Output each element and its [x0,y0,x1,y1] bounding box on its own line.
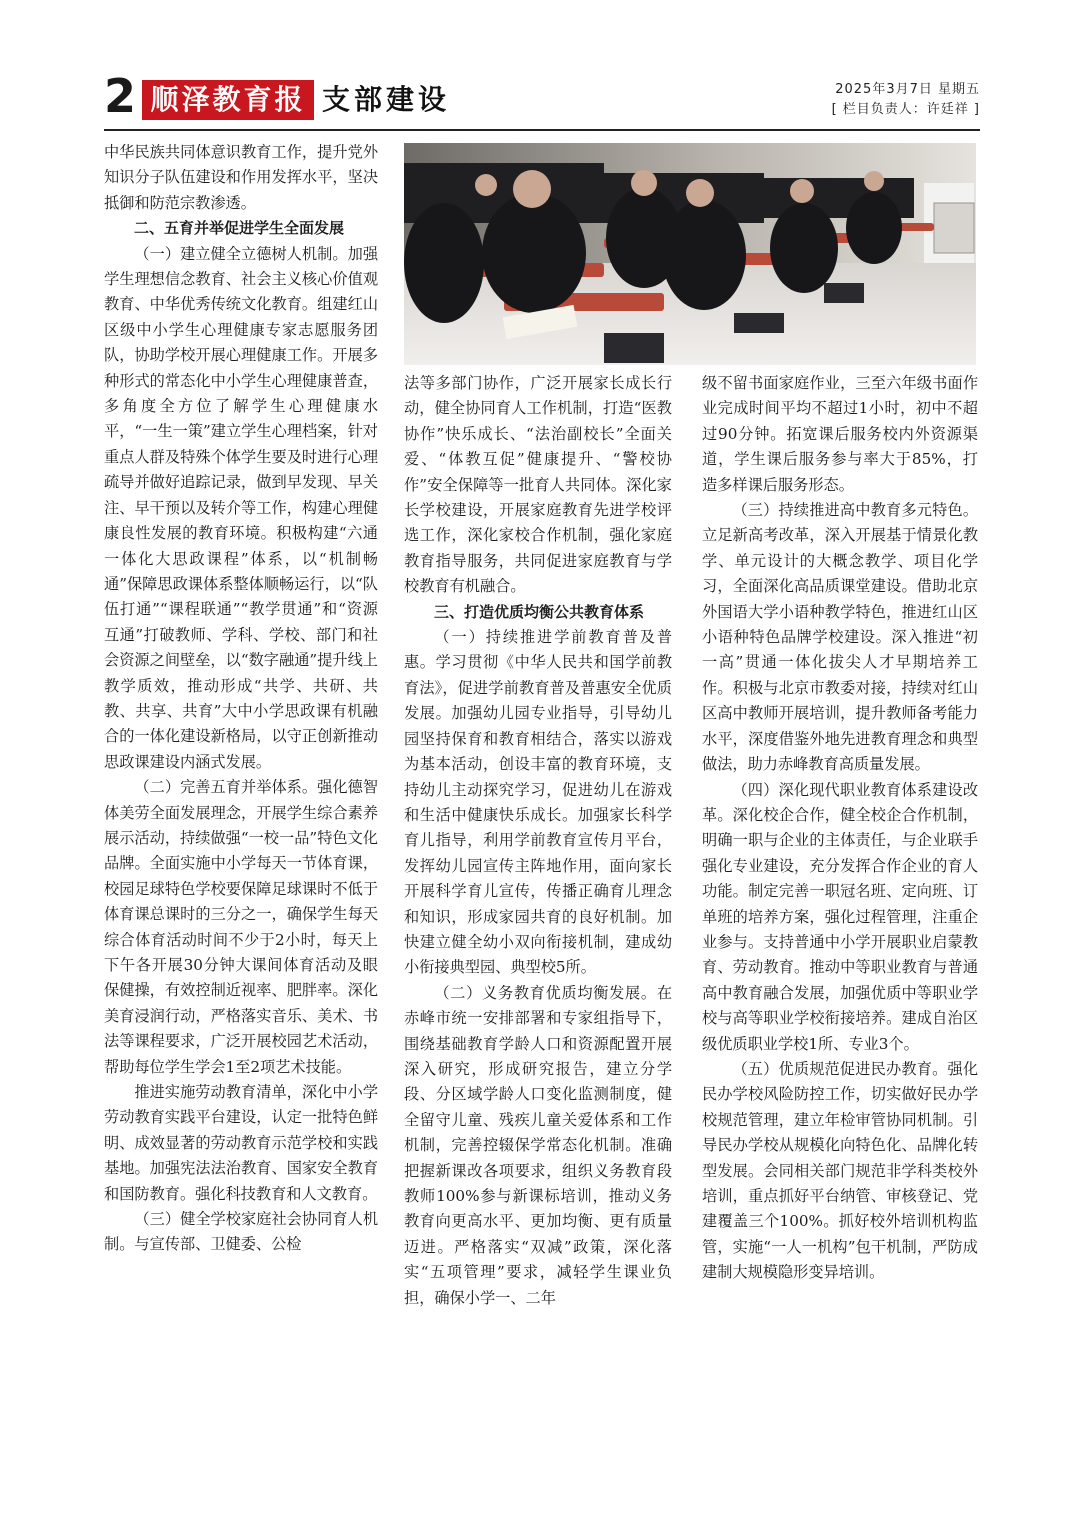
paragraph: 法等多部门协作，广泛开展家长成长行动，健全协同育人工作机制，打造“医教协作”快乐成长、“法治副校长”全面关爱、“体教互促”健康提升、“警校协作”安全保障等一批育人共同体。深化家长学校建设，开展家庭教育先进学校评选工作，深化家校合作机制，强化家庭教育指导服务，共同促进家庭教育与学校教育有机融合。 [404,374,672,596]
paragraph: （三）健全学校家庭社会协同育人机制。与宣传部、卫健委、公检 [104,1210,378,1254]
paragraph: （一）建立健全立德树人机制。加强学生理想信念教育、社会主义核心价值观教育、中华优秀传统文化教育。组建红山区级中小学生心理健康专家志愿服务团队，协助学校开展心理健康工作。开展多种形式的常态化中小学生心理健康普查，多角度全方位了解学生心理健康水平，“一生一策”建立学生心理档案，针对重点人群及特殊个体学生要及时进行心理疏导并做好追踪记录，做到早发现、早关注、早干预以及转介等工作，构建心理健康良性发展的教育环境。积极构建“六通一体化大思政课程”体系，以“机制畅通”保障思政课体系整体顺畅运行，以“队伍打通”“课程联通”“教学贯通”和“资源互通”打破教师、学科、学校、部门和社会资源之间壁垒，以“数字融通”提升线上教学质效，推动形成“共学、共研、共教、共享、共育”大中小学思政课有机融合的一体化建设新格局，以守正创新推动思政课建设内涵式发展。 [104,244,378,771]
masthead [104,69,980,130]
section-heading: 二、五育并举促进学生全面发展 [134,219,345,238]
paragraph: （二）义务教育优质均衡发展。在赤峰市统一安排部署和专家组指导下，围绕基础教育学龄人口和资源配置开展深入研究，形成研究报告，建立分学段、分区域学龄人口变化监测制度，健全留守儿童、残疾儿童关爱体系和工作机制，完善控辍保学常态化机制。准确把握新课改各项要求，组织义务教育段教师100%参与新课标培训，推动义务教育向更高水平、更加均衡、更有质量迈进。严格落实“双减”政策，深化落实“五项管理”要求，减轻学生课业负担，确保小学一、二年 [404,983,672,1307]
meeting-photo [404,143,976,365]
header-divider [104,129,980,131]
paragraph: （四）深化现代职业教育体系建设改革。深化校企合作，健全校企合作机制，明确一职与企业的主体责任，与企业联手强化专业建设，充分发挥合作企业的育人功能。制定完善一职冠名班、定向班、订单班的培养方案，强化过程管理，注重企业参与。支持普通中小学开展职业启蒙教育、劳动教育。推动中等职业教育与普通高中教育融合发展，加强优质中等职业学校与高等职业学校衔接培养。建成自治区级优质职业学校1所、专业3个。 [702,780,978,1053]
section-title: 支部建设 [322,83,451,116]
paragraph: 推进实施劳动教育清单，深化中小学劳动教育实践平台建设，认定一批特色鲜明、成效显著的劳动教育示范学校和实践基地。加强宪法法治教育、国家安全教育和国防教育。强化科技教育和人文教育。 [104,1083,378,1203]
column-editor: [ 栏目负责人：许廷祥 ] [831,102,980,117]
paragraph: （五）优质规范促进民办教育。强化民办学校风险防控工作，切实做好民办学校规范管理，建立年检审管协同机制。引导民办学校从规模化向特色化、品牌化转型发展。会同相关部门规范非学科类校外培训，重点抓好平台纳管、审核登记、党建覆盖三个100%。抓好校外培训机构监管，实施“一人一机构”包干机制，严防成建制大规模隐形变异培训。 [702,1059,978,1282]
article-column-1 [104,140,378,1258]
section-heading: 三、打造优质均衡公共教育体系 [434,602,645,621]
paragraph: （三）持续推进高中教育多元特色。立足新高考改革，深入开展基于情景化教学、单元设计的大概念教学、项目化学习，全面深化高品质课堂建设。借助北京外国语大学小语种教学特色，推进红山区小语种特色品牌学校建设。深入推进“初一高”贯通一体化拔尖人才早期培养工作。积极与北京市教委对接，持续对红山区高中教师开展培训，提升教师备考能力水平，深度借鉴外地先进教育理念和典型做法，助力赤峰教育高质量发展。 [702,501,978,774]
issue-date: 2025年3月7日 星期五 [835,82,980,97]
newspaper-logo: 顺泽教育报 [142,80,314,120]
article-column-3 [702,371,978,1286]
issue-info [832,80,980,120]
page-number: 2 [104,69,137,123]
paragraph: （二）完善五育并举体系。强化德智体美劳全面发展理念，开展学生综合素养展示活动，持续做强“一校一品”特色文化品牌。全面实施中小学每天一节体育课，校园足球特色学校要保障足球课时不低于体育课总课时的三分之一，确保学生每天综合体育活动时间不少于2小时，每天上下午各开展30分钟大课间体育活动及眼保健操，有效控制近视率、肥胖率。深化美育浸润行动，严格落实音乐、美术、书法等课程要求，广泛开展校园艺术活动，帮助每位学生学会1至2项艺术技能。 [104,778,378,1076]
paragraph: 中华民族共同体意识教育工作，提升党外知识分子队伍建设和作用发挥水平，坚决抵御和防范宗教渗透。 [104,143,378,212]
paragraph: （一）持续推进学前教育普及普惠。学习贯彻《中华人民共和国学前教育法》，促进学前教育普及普惠安全优质发展。加强幼儿园专业指导，引导幼儿园坚持保育和教育相结合，落实以游戏为基本活动，创设丰富的教育环境，支持幼儿主动探究学习，促进幼儿在游戏和生活中健康快乐成长。加强家长科学育儿指导，利用学前教育宣传月平台，发挥幼儿园宣传主阵地作用，面向家长开展科学育儿宣传，传播正确育儿理念和知识，形成家园共育的良好机制。加快建立健全幼小双向衔接机制，建成幼小衔接典型园、典型校5所。 [404,628,672,977]
paragraph: 级不留书面家庭作业，三至六年级书面作业完成时间平均不超过1小时，初中不超过90分钟。拓宽课后服务校内外资源渠道，学生课后服务参与率大于85%，打造多样课后服务形态。 [702,374,978,494]
article-column-2 [404,371,672,1311]
